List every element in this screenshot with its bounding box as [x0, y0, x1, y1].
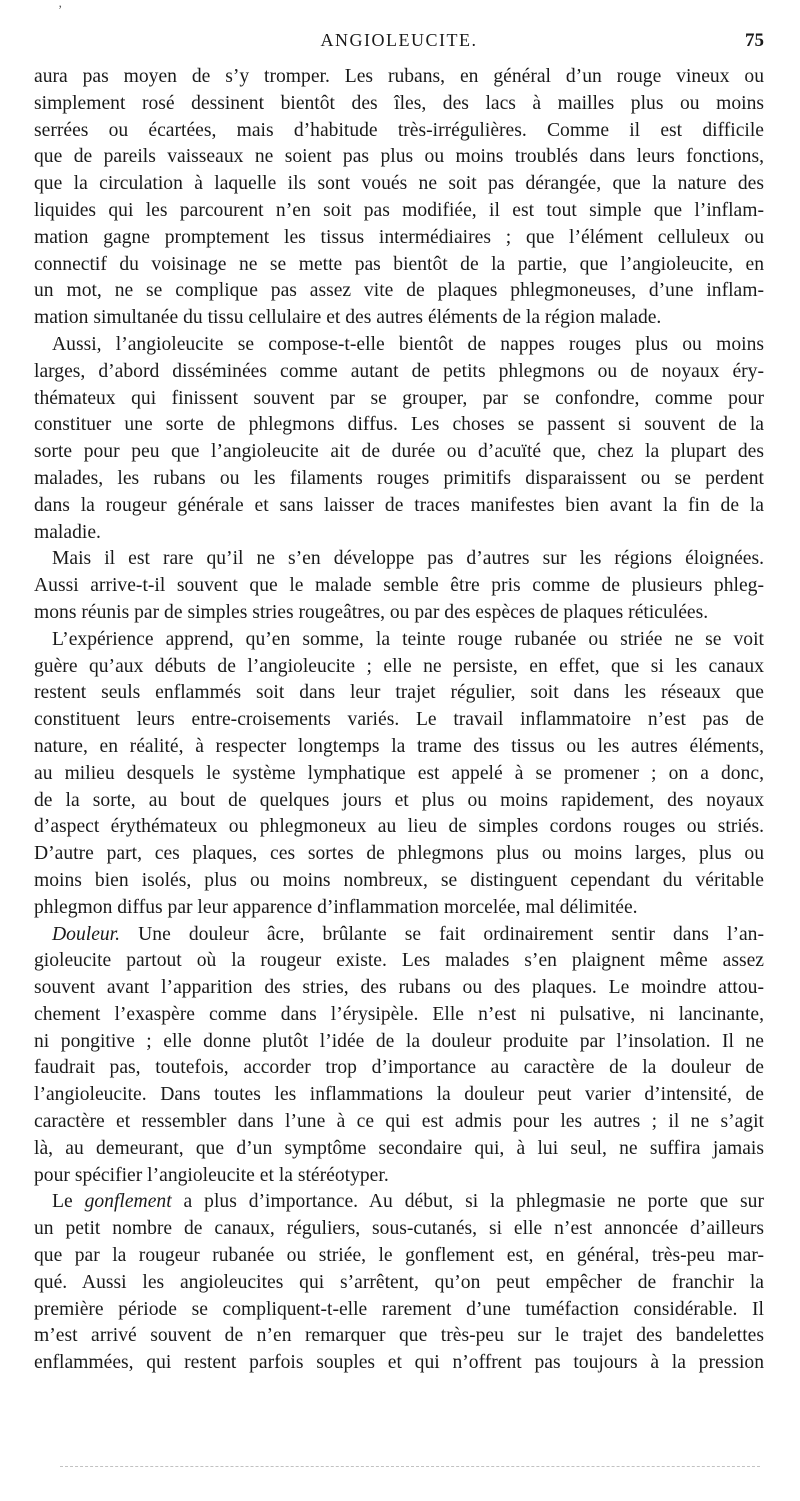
- text-line: liquides qui les parcourent n’en soit pas modifiée, il est tout simple que l’inflam-: [34, 199, 764, 221]
- paragraph-gonflement: [34, 1189, 764, 1377]
- text-line: pour spécifier l’angioleucite et la stéréotyper.: [34, 1164, 389, 1186]
- text-line: nature, en réalité, à respecter longtemps la trame des tissus ou les autres éléments,: [34, 735, 764, 757]
- text-line: dans la rougeur générale et sans laisser de traces manifestes bien avant la fin de la: [34, 494, 764, 516]
- text-line: mation gagne promptement les tissus intermédiaires ; que l’élément celluleux ou: [34, 226, 764, 248]
- text-line: première période se compliquent-t-elle rarement d’une tuméfaction considérable. Il: [34, 1298, 764, 1320]
- text-line: malades, les rubans ou les filaments rouges primitifs disparaissent ou se perdent: [34, 467, 764, 489]
- text-line: Aussi, l’angioleucite se compose-t-elle bientôt de nappes rouges plus ou moins: [52, 333, 764, 355]
- text-line: enflammées, qui restent parfois souples et qui n’offrent pas toujours à la pression: [34, 1352, 764, 1374]
- text-line: restent seuls enflammés soit dans leur trajet régulier, soit dans les réseaux que: [34, 682, 764, 704]
- text-line: sorte pour peu que l’angioleucite ait de durée ou d’acuïté que, chez la plupart des: [34, 441, 764, 463]
- text-line: Mais il est rare qu’il ne s’en développe pas d’autres sur les régions éloignées.: [52, 548, 764, 570]
- text-line: larges, d’abord disséminées comme autant de petits phlegmons ou de noyaux éry-: [34, 360, 764, 382]
- text-line: thémateux qui finissent souvent par se grouper, par se confondre, comme pour: [34, 387, 764, 409]
- term-gonflement: gonflement: [84, 1191, 172, 1213]
- text-line: là, au demeurant, que d’un symptôme secondaire qui, à lui seul, ne suffira jamais: [34, 1137, 764, 1159]
- text-line: souvent avant l’apparition des stries, des rubans ou des plaques. Le moindre attou-: [34, 977, 764, 999]
- page-number: 75: [745, 30, 764, 51]
- paragraph-aussi: [34, 332, 764, 546]
- text-line: connectif du voisinage ne se mette pas bientôt de la partie, que l’angioleucite, en: [34, 253, 764, 275]
- text-line: que de pareils vaisseaux ne soient pas plus ou moins troublés dans leurs fonctions,: [34, 146, 764, 168]
- text-line: que par la rougeur rubanée ou striée, le gonflement est, en général, très-peu mar-: [34, 1245, 764, 1267]
- page-header: [34, 30, 764, 58]
- text-line: guère qu’aux débuts de l’angioleucite ; elle ne persiste, en effet, que si les canaux: [34, 655, 764, 677]
- text-line: faudrait pas, toutefois, accorder trop d’importance au caractère de la douleur de: [34, 1057, 764, 1079]
- text-line: caractère et ressembler dans l’une à ce qui est admis pour les autres ; il ne s’agit: [34, 1111, 764, 1133]
- text-line: chement l’exaspère comme dans l’érysipèle. Elle n’est ni pulsative, ni lancinante,: [34, 1003, 764, 1025]
- text-line: constituer une sorte de phlegmons diffus. Les choses se passent si souvent de la: [34, 414, 764, 436]
- paragraph-mais: [34, 546, 764, 626]
- scan-bottom-rule: [60, 1466, 760, 1467]
- text-line: au milieu desquels le système lymphatique est appelé à se promener ; on a donc,: [34, 762, 764, 784]
- paragraph-continuation: [34, 64, 764, 332]
- text-line: phlegmon diffus par leur apparence d’inflammation morcelée, mal délimitée.: [34, 896, 638, 918]
- text-line: maladie.: [34, 521, 101, 543]
- text-line: moins bien isolés, plus ou moins nombreux, se distinguent cependant du véritable: [34, 869, 764, 891]
- text-line: mons réunis par de simples stries rougeâtres, ou par des espèces de plaques réticulées.: [34, 601, 709, 623]
- text-line: que la circulation à laquelle ils sont voués ne soit pas dérangée, que la nature des: [34, 173, 764, 195]
- text-line: [34, 1189, 764, 1216]
- ink-speck: ʼ: [58, 2, 63, 17]
- text-line: ni pongitive ; elle donne plutôt l’idée de la douleur produite par l’insolation. Il ne: [34, 1030, 764, 1052]
- paragraph-experience: [34, 627, 764, 922]
- text-line: un petit nombre de canaux, réguliers, sous-cutanés, si elle n’est annoncée d’ailleurs: [34, 1218, 764, 1240]
- text-line: d’aspect érythémateux ou phlegmoneux au lieu de simples cordons rouges ou striés.: [34, 816, 764, 838]
- text-run: Une douleur âcre, brûlante se fait ordinairement sentir dans l’an-: [120, 923, 764, 945]
- text-line: l’angioleucite. Dans toutes les inflammations la douleur peut varier d’intensité, de: [34, 1084, 764, 1106]
- text-run: Le: [52, 1191, 85, 1213]
- text-line: D’autre part, ces plaques, ces sortes de phlegmons plus ou moins larges, plus ou: [34, 843, 764, 865]
- text-line: [34, 922, 764, 949]
- text-line: gioleucite partout où la rougeur existe. Les malades s’en plaignent même assez: [34, 950, 764, 972]
- paragraph-douleur: [34, 922, 764, 1190]
- running-title: ANGIOLEUCITE.: [320, 30, 478, 50]
- text-line: aura pas moyen de s’y tromper. Les rubans, en général d’un rouge vineux ou: [34, 66, 764, 87]
- text-line: constituent leurs entre-croisements variés. Le travail inflammatoire n’est pas de: [34, 709, 764, 731]
- text-line: serrées ou écartées, mais d’habitude très-irrégulières. Comme il est difficile: [34, 119, 764, 141]
- body-text: [34, 64, 764, 1377]
- section-heading-douleur: Douleur.: [52, 923, 121, 945]
- text-line: qué. Aussi les angioleucites qui s’arrêtent, qu’on peut empêcher de franchir la: [34, 1271, 764, 1293]
- text-line: Aussi arrive-t-il souvent que le malade semble être pris comme de plusieurs phleg-: [34, 575, 764, 597]
- text-line: mation simultanée du tissu cellulaire et des autres éléments de la région malade.: [34, 307, 662, 329]
- text-line: m’est arrivé souvent de n’en remarquer que très-peu sur le trajet des bandelettes: [34, 1325, 764, 1347]
- text-line: L’expérience apprend, qu’en somme, la teinte rouge rubanée ou striée ne se voit: [52, 628, 764, 650]
- text-line: de la sorte, au bout de quelques jours et plus ou moins rapidement, des noyaux: [34, 789, 764, 811]
- text-line: un mot, ne se complique pas assez vite de plaques phlegmoneuses, d’une inflam-: [34, 280, 764, 302]
- text-line: simplement rosé dessinent bientôt des îles, des lacs à mailles plus ou moins: [34, 92, 764, 114]
- text-run: a plus d’importance. Au début, si la phlegmasie ne porte que sur: [171, 1191, 764, 1213]
